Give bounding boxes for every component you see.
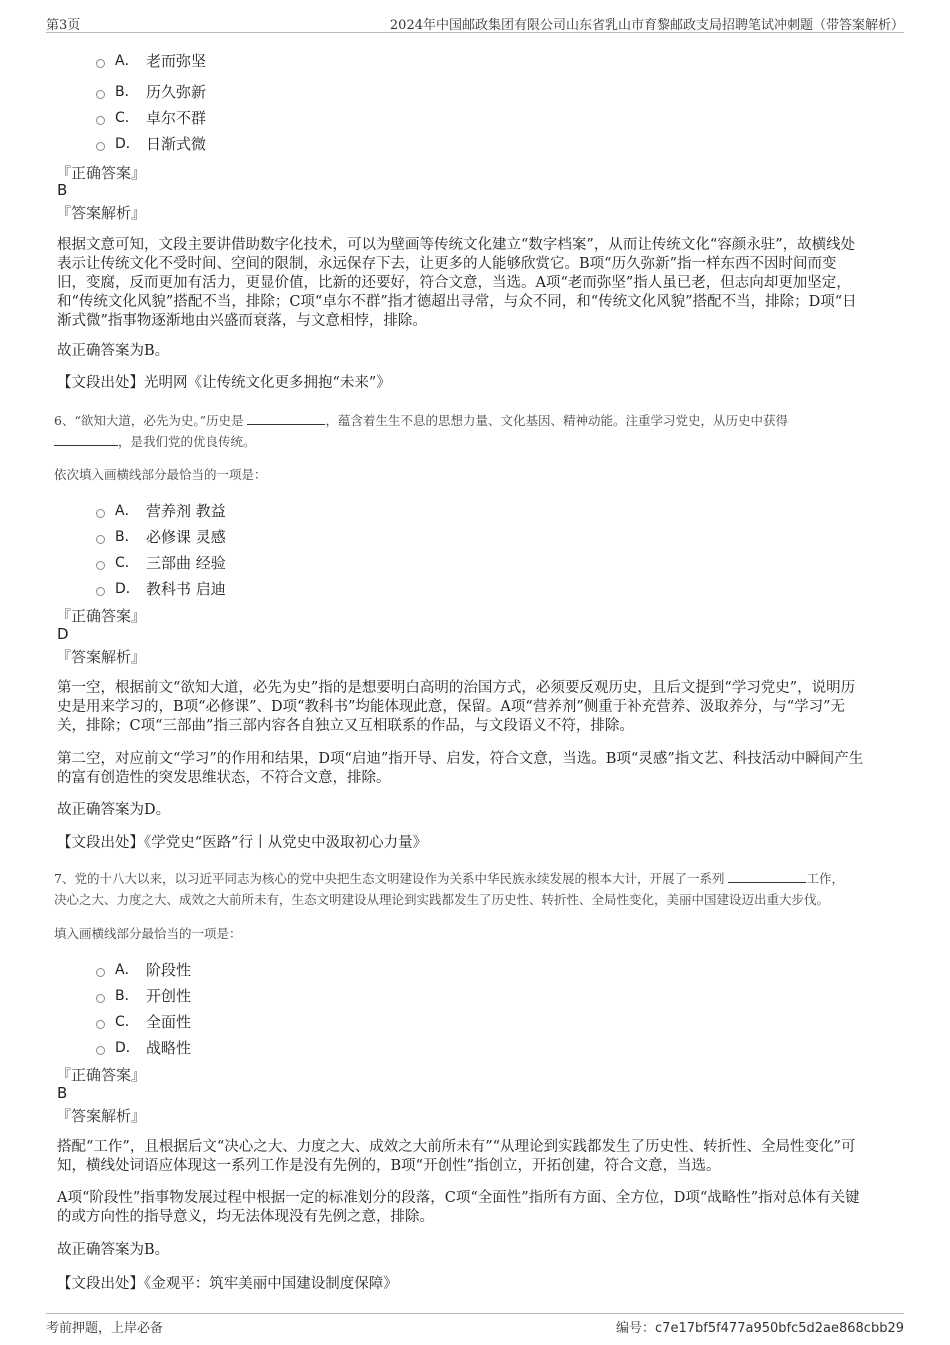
q6-answer-label: 『正确答案』 (56, 607, 147, 625)
radio-icon[interactable] (96, 509, 105, 518)
q7-option-b[interactable]: B． 开创性 (96, 985, 191, 1005)
q6-conclusion: 故正确答案为D。 (57, 802, 171, 818)
page-header (46, 14, 904, 33)
q7-source: 【文段出处】《金观平：筑牢美丽中国建设制度保障》 (57, 1276, 398, 1292)
footer-slogan: 考前押题，上岸必备 (46, 1321, 164, 1336)
radio-icon[interactable] (96, 587, 105, 596)
q5-option-a[interactable]: A． 老而弥坚 (96, 50, 206, 70)
q7-conclusion: 故正确答案为B。 (57, 1242, 170, 1258)
radio-icon[interactable] (96, 535, 105, 544)
radio-icon[interactable] (96, 1020, 105, 1029)
document-code: 编号：c7e17bf5f477a950bfc5d2ae868cbb29 (616, 1321, 904, 1336)
q6-analysis-first-blank: 第一空，根据前文“欲知大道，必先为史”指的是想要明白高明的治国方式，必须要反观历史，且后文提到“学习党史”，说明历 史是用来学习的，B项“必修课”、D项“教科书”均能体现此意，保留。A项“营养剂”侧重于补充营养、汲取养分，与“学习”无 关，排除；C项“三部曲”指三部内容各自独立又互相联系的作品，与文段语义不符，排除。 (57, 680, 856, 734)
radio-icon[interactable] (96, 90, 105, 99)
q5-conclusion: 故正确答案为B。 (57, 343, 170, 359)
q5-source: 【文段出处】光明网《让传统文化更多拥抱“未来”》 (57, 375, 391, 391)
q6-stem: 6、“欲知大道，必先为史。”历史是 ，蕴含着生生不息的思想力量、文化基因、精神动能。注重学习党史，从历史中获得 ，是我们党的优良传统。 (54, 413, 788, 449)
q7-analysis-exclusion: A项“阶段性”指事物发展过程中根据一定的标准划分的段落，C项“全面性”指所有方面、全方位，D项“战略性”指对总体有关键 的或方向性的指导意义，均无法体现没有先例之意，排除。 (57, 1190, 860, 1225)
radio-icon[interactable] (96, 116, 105, 125)
q7-answer-label: 『正确答案』 (56, 1066, 147, 1084)
q7-option-d[interactable]: D． 战略性 (96, 1037, 191, 1057)
q6-option-b[interactable]: B． 必修课 灵感 (96, 526, 226, 546)
q5-analysis: 根据文意可知，文段主要讲借助数字化技术，可以为壁画等传统文化建立“数字档案”，从而让传统文化“容颜永驻”，故横线处 表示让传统文化不受时间、空间的限制，永远保存下去，让更多的人能够欣赏它。B项“历久弥新”指一样东西不因时间而变 旧，变腐，反而更加有活力，更显价值，比新的还要好，符合文意，当选。A项“老而弥坚”指人虽已老，但志向却更加坚定， 和“传统文化风貌”搭配不当，排除；C项“卓尔不群”指才德超出寻常，与众不同，和“传统文化风貌”搭配不当，排除；D项“日 渐式微”指事物逐渐地由兴盛而衰落，与文意相悖，排除。 (57, 237, 857, 329)
page-number: 第3页 (46, 18, 81, 33)
q5-option-d[interactable]: D． 日渐式微 (96, 133, 206, 153)
document-title: 2024年中国邮政集团有限公司山东省乳山市育黎邮政支局招聘笔试冲刺题（带答案解析） (389, 18, 904, 33)
q7-option-a[interactable]: A． 阶段性 (96, 959, 191, 979)
radio-icon[interactable] (96, 968, 105, 977)
q6-option-a[interactable]: A． 营养剂 教益 (96, 500, 226, 520)
fill-blank (728, 870, 806, 883)
q6-source: 【文段出处】《学党史“医路”行丨从党史中汲取初心力量》 (57, 835, 428, 851)
q6-analysis-label: 『答案解析』 (56, 648, 147, 666)
q6-option-d[interactable]: D． 教科书 启迪 (96, 578, 226, 598)
q5-option-c[interactable]: C． 卓尔不群 (96, 107, 206, 127)
q7-option-c[interactable]: C． 全面性 (96, 1011, 191, 1031)
q7-answer: B (57, 1084, 68, 1102)
q5-answer: B (57, 181, 68, 199)
q7-analysis-label: 『答案解析』 (56, 1107, 147, 1125)
q5-option-b[interactable]: B． 历久弥新 (96, 81, 206, 101)
q7-prompt: 填入画横线部分最恰当的一项是： (54, 926, 242, 941)
q7-stem: 7、党的十八大以来，以习近平同志为核心的党中央把生态文明建设作为关系中华民族永续发展的根本大计，开展了一系列 工作， 决心之大、力度之大、成效之大前所未有，生态文明建设从理论到实践都发生了历史性、转折性、全局性变化，美丽中国建设迈出重大步伐。 (54, 871, 844, 907)
q6-answer: D (57, 625, 69, 643)
q5-answer-label: 『正确答案』 (56, 164, 147, 182)
fill-blank (54, 433, 118, 446)
radio-icon[interactable] (96, 59, 105, 68)
radio-icon[interactable] (96, 1046, 105, 1055)
q5-analysis-label: 『答案解析』 (56, 204, 147, 222)
q7-analysis-main: 搭配“工作”，且根据后文“决心之大、力度之大、成效之大前所未有”“从理论到实践都发生了历史性、转折性、全局性变化”可 知，横线处词语应体现这一系列工作是没有先例的，B项“开创性”指创立，开拓创建，符合文意，当选。 (57, 1139, 856, 1174)
q6-analysis-second-blank: 第二空，对应前文“学习”的作用和结果，D项“启迪”指开导、启发，符合文意，当选。B项“灵感”指文艺、科技活动中瞬间产生 的富有创造性的突发思维状态，不符合文意，排除。 (57, 751, 864, 786)
q6-option-c[interactable]: C． 三部曲 经验 (96, 552, 226, 572)
radio-icon[interactable] (96, 994, 105, 1003)
radio-icon[interactable] (96, 142, 105, 151)
radio-icon[interactable] (96, 561, 105, 570)
page-footer (46, 1313, 904, 1336)
fill-blank (247, 412, 325, 425)
q6-prompt: 依次填入画横线部分最恰当的一项是： (54, 467, 267, 482)
